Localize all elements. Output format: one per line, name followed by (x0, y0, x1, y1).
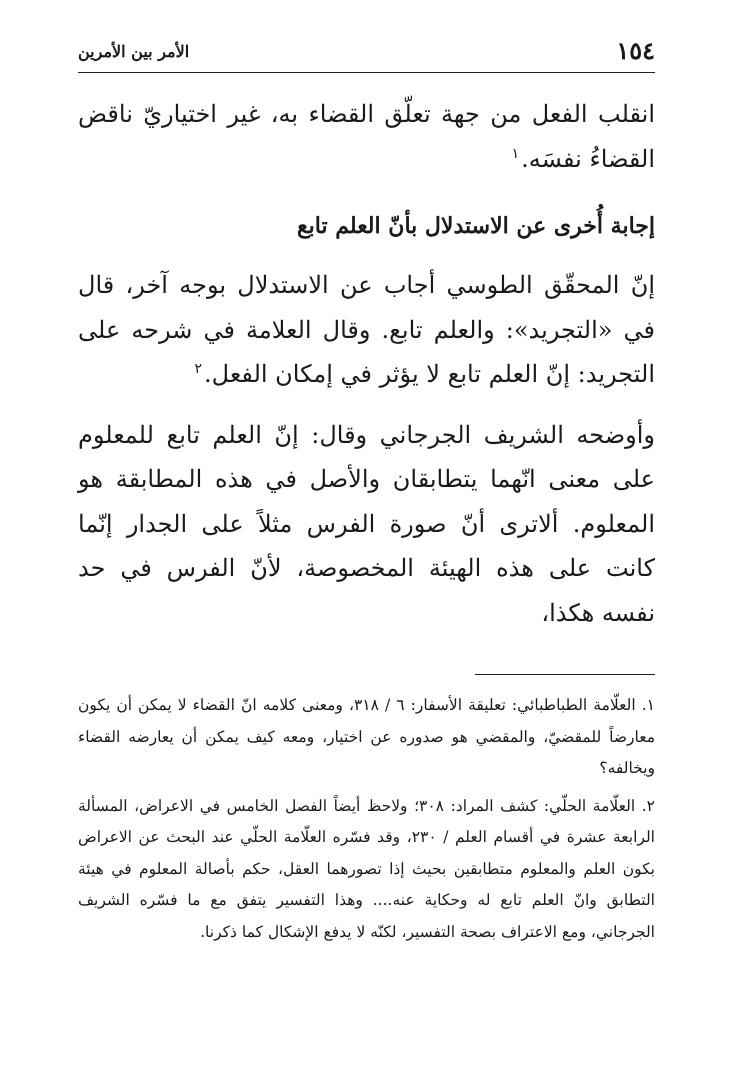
page-number: ١٥٤ (616, 36, 655, 65)
running-title: الأمر بين الأمرين (78, 42, 190, 61)
paragraph-2 (78, 263, 655, 397)
paragraph-3: وأوضحه الشريف الجرجاني وقال: إنّ العلم تابع للمعلوم على معنى انّهما يتطابقان والأصل في هذه المطابقة هو المعلوم. ألاترى أنّ صورة الفرس مثلاً على الجدار إنّما كانت على هذه الهيئة المخصوصة، لأنّ الفرس في حد نفسه هكذا، (78, 420, 655, 627)
footnote-1-number: ١. (641, 696, 655, 714)
page-header (78, 36, 655, 73)
section-heading: إجابة أُخرى عن الاستدلال بأنّ العلم تابع (296, 213, 655, 239)
footnote-1-text: العلّامة الطباطبائي: تعليقة الأسفار: ٦ / ٣١٨، ومعنى كلامه انّ القضاء لا يمكن أن يكون معارضاً للمقضيّ، والمقضي هو صدوره عن اختيار، ومعه كيف يمكن أن يعارضه القضاء ويخالفه؟ (78, 696, 655, 777)
footnote-divider (475, 674, 655, 675)
footnote-ref-2: ٢ (194, 361, 203, 377)
paragraph-1-text: انقلب الفعل من جهة تعلّق القضاء به، غير اختياريّ ناقض القضاءُ نفسَه. (78, 100, 656, 173)
footnote-2-text: العلّامة الحلّي: كشف المراد: ٣٠٨؛ ولاحظ أيضاً الفصل الخامس في الاعراض، المسألة الرابعة عشرة في أقسام العلم / ٢٣٠، وقد فسّره العلّامة الحلّي عند البحث عن الاعراض بكون العلم والمعلوم متطابقين بحيث إذا تصورهما العقل، حكم بأصالة المعلوم في هيئة التطابق وانّ العلم تابع له وحكاية عنه.... وهذا التفسير يتفق مع ما فسّره الشريف الجرجاني، ومع الاعتراف بصحة التفسير، لكنّه لا يدفع الإشكال كما ذكرنا. (78, 796, 655, 941)
footnotes (78, 690, 655, 954)
paragraph-2-text: إنّ المحقّق الطوسي أجاب عن الاستدلال بوجه آخر، قال في «التجريد»: والعلم تابع. وقال العلامة في شرحه على التجريد: إنّ العلم تابع لا يؤثر في إمكان الفعل. (78, 271, 655, 388)
footnote-1 (78, 690, 655, 785)
paragraph-1 (78, 92, 655, 181)
footnote-2 (78, 791, 655, 949)
footnote-2-number: ٢. (641, 796, 655, 815)
main-text (78, 92, 655, 635)
footnote-ref-1: ١ (511, 145, 520, 162)
